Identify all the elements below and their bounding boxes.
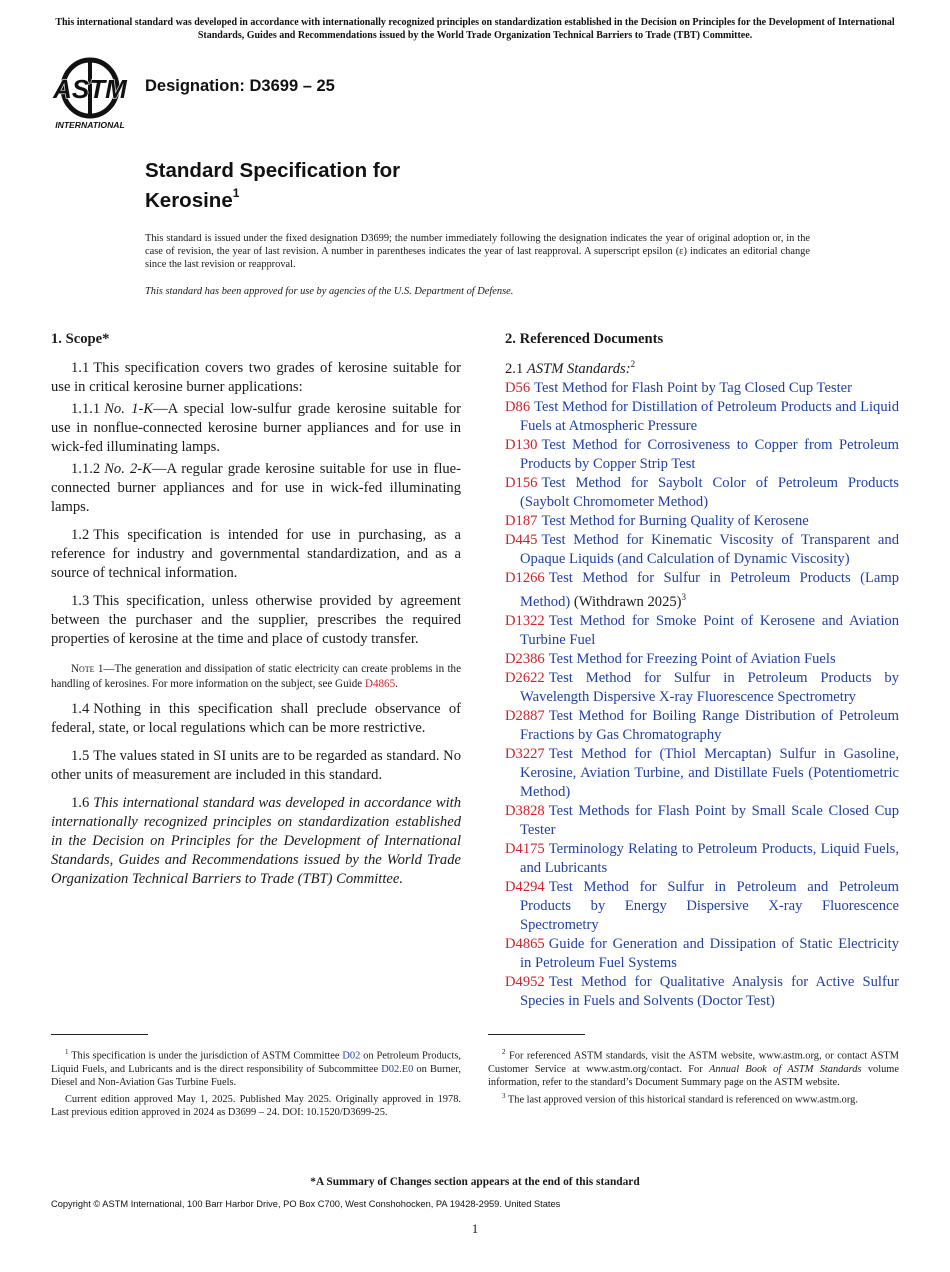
page-title	[145, 158, 400, 213]
paragraph-1-1-1: 1.1.1 No. 1-K—A special low-sulfur grade kerosine suitable for use in nonflue-connected kerosine burner appliances and for use in wick-fed illuminating lamps.	[51, 401, 461, 455]
reference-title-link[interactable]: Test Methods for Flash Point by Small Scale Closed Cup Tester	[520, 802, 899, 838]
logo-subtext: INTERNATIONAL	[55, 120, 125, 130]
reference-title-link[interactable]: Test Method for Freezing Point of Aviation Fuels	[548, 650, 836, 667]
reference-item	[505, 531, 899, 569]
reference-code-link[interactable]: D4865	[505, 935, 545, 952]
reference-title-link[interactable]: Terminology Relating to Petroleum Products, Liquid Fuels, and Lubricants	[520, 840, 899, 876]
reference-code-link[interactable]: D2622	[505, 669, 545, 686]
reference-code-link[interactable]: D1322	[505, 612, 545, 629]
footnote-link-d02[interactable]: D02	[342, 1050, 361, 1062]
reference-title-link[interactable]: Guide for Generation and Dissipation of Static Electricity in Petroleum Fuel Systems	[520, 935, 899, 971]
reference-code-link[interactable]: D445	[505, 531, 538, 548]
reference-item	[505, 379, 899, 398]
issuance-statement: This standard is issued under the fixed designation D3699; the number immediately following the designation indicates the year of original adoption or, in the case of revision, the year of last revision. A number in parentheses indicates the year of last reapproval. A superscript epsilon (ε) indicates an editorial change since the last revision or reapproval.	[145, 233, 810, 271]
title-line-2	[145, 183, 400, 213]
astm-logo-icon	[52, 54, 136, 134]
references-heading: 2. Referenced Documents	[505, 331, 664, 347]
reference-code-link[interactable]: D86	[505, 398, 531, 415]
reference-item	[505, 398, 899, 436]
reference-title-link[interactable]: Test Method for Saybolt Color of Petroleum Products (Saybolt Chromometer Method)	[520, 474, 899, 510]
reference-title-link[interactable]: Test Method for Sulfur in Petroleum Products by Wavelength Dispersive X-ray Fluorescence Spectrometry	[520, 669, 899, 705]
scope-column	[51, 330, 461, 898]
reference-item	[505, 935, 899, 973]
footnotes-right	[488, 1046, 899, 1107]
reference-item	[505, 745, 899, 802]
reference-item	[505, 840, 899, 878]
footnote-1-edition: Current edition approved May 1, 2025. Published May 2025. Originally approved in 1978. Last previous edition approved in 2024 as D3699 – 24. DOI: 10.1520/D3699-25.	[51, 1093, 461, 1119]
title-word: Kerosine	[145, 188, 233, 212]
reference-code-link[interactable]: D1266	[505, 569, 545, 586]
reference-item	[505, 669, 899, 707]
reference-title-link[interactable]: Test Method for Burning Quality of Kerosene	[541, 512, 809, 529]
paragraph-1-1: 1.1 This specification covers two grades of kerosine suitable for use in critical kerosine burner applications:	[51, 360, 461, 395]
title-line-1: Standard Specification for	[145, 159, 401, 182]
copyright: Copyright © ASTM International, 100 Barr Harbor Drive, PO Box C700, West Conshohocken, PA 19428-2959. United States	[51, 1199, 561, 1209]
reference-footnote-mark: 3	[681, 591, 687, 602]
footnote-3: $^3$ The last approved version of this historical standard is referenced on www.astm.org.	[502, 1091, 858, 1106]
reference-code-link[interactable]: D56	[505, 379, 531, 396]
page-number: 1	[471, 1221, 479, 1236]
reference-title-link[interactable]: Test Method for Sulfur in Petroleum Products (Lamp Method)	[520, 569, 899, 610]
astm-standards-subheading: 2.1 ASTM Standards:$^2$	[505, 359, 636, 377]
paragraph-1-2: 1.2 This specification is intended for use in purchasing, as a reference for industry and governmental standardization, and as a source of technical information.	[51, 527, 461, 581]
reference-code-link[interactable]: D4294	[505, 878, 545, 895]
reference-code-link[interactable]: D2887	[505, 707, 545, 724]
note-link-d4865[interactable]: D4865	[364, 678, 396, 690]
top-notice: This international standard was developed in accordance with internationally recognized principles on standardization established in the Decision on Principles for the Development of International Standards, Guides and Recommendations issued by the World Trade Organization Technical Barriers to Trade (TBT) Committee.	[55, 17, 895, 41]
footnote-link-d02-e0[interactable]: D02.E0	[381, 1063, 414, 1075]
designation: Designation: D3699 – 25	[145, 77, 335, 95]
footnote-1: $^1$ This specification is under the jurisdiction of ASTM Committee D02 on Petroleum Products, Liquid Fuels, and Lubricants and is the direct responsibility of Subcommittee D02.E0 on Burner, Diesel and Non-Aviation Gas Turbine Fuels.	[51, 1048, 461, 1089]
footnotes-left	[51, 1046, 461, 1120]
note-1: Note 1—The generation and dissipation of static electricity can create problems in the handling of kerosines. For more information on the subject, see Guide D4865.	[51, 663, 461, 690]
reference-code-link[interactable]: D3227	[505, 745, 545, 762]
scope-heading: 1. Scope*	[51, 331, 110, 347]
paragraph-1-3: 1.3 This specification, unless otherwise provided by agreement between the purchaser and the supplier, prescribes the required properties of kerosine at the time and place of custody transfer.	[51, 593, 461, 647]
reference-item	[505, 512, 899, 531]
reference-code-link[interactable]: D4952	[505, 973, 545, 990]
reference-title-link[interactable]: Test Method for (Thiol Mercaptan) Sulfur in Gasoline, Kerosine, Aviation Turbine, and Distillate Fuels (Potentiometric Method)	[520, 745, 899, 800]
reference-code-link[interactable]: D2386	[505, 650, 545, 667]
summary-of-changes-note: *A Summary of Changes section appears at the end of this standard	[310, 1176, 640, 1188]
reference-code-link[interactable]: D187	[505, 512, 538, 529]
paragraph-1-5: 1.5 The values stated in SI units are to be regarded as standard. No other units of measurement are included in this standard.	[51, 748, 461, 783]
reference-code-link[interactable]: D4175	[505, 840, 545, 857]
title-footnote-mark: 1	[232, 186, 240, 200]
reference-code-link[interactable]: D130	[505, 436, 538, 453]
reference-item	[505, 878, 899, 935]
referenced-documents-column	[505, 330, 899, 1011]
reference-title-link[interactable]: Test Method for Qualitative Analysis for Active Sulfur Species in Fuels and Solvents (Doctor Test)	[520, 973, 899, 1009]
footnote-2: $^2$ For referenced ASTM standards, visit the ASTM website, www.astm.org, or contact ASTM Customer Service at www.astm.org/contact. For Annual Book of ASTM Standards volume information, refer to the standard’s Document Summary page on the ASTM website.	[488, 1048, 899, 1089]
footnote-divider-left	[51, 1034, 148, 1035]
reference-title-link[interactable]: Test Method for Sulfur in Petroleum and Petroleum Products by Energy Dispersive X-ray Fluorescence Spectrometry	[520, 878, 899, 933]
reference-item	[505, 474, 899, 512]
reference-item	[505, 707, 899, 745]
paragraph-1-1-2: 1.1.2 No. 2-K—A regular grade kerosine suitable for use in flue-connected burner appliances and for use in wick-fed illuminating lamps.	[51, 461, 462, 515]
reference-title-link[interactable]: Test Method for Distillation of Petroleum Products and Liquid Fuels at Atmospheric Pressure	[520, 398, 899, 434]
reference-code-link[interactable]: D156	[505, 474, 538, 491]
paragraph-1-6: 1.6 This international standard was developed in accordance with internationally recognized principles on standardization established in the Decision on Principles for the Development of International Standards, Guides and Recommendations issued by the World Trade Organization Technical Barriers to Trade (TBT) Committee.	[51, 795, 461, 887]
reference-withdrawn-note: (Withdrawn 2025)	[570, 593, 682, 610]
reference-title-link[interactable]: Test Method for Flash Point by Tag Closed Cup Tester	[534, 379, 852, 396]
reference-item	[505, 973, 899, 1011]
reference-item	[505, 569, 899, 612]
dod-approval-statement: This standard has been approved for use by agencies of the U.S. Department of Defense.	[145, 286, 514, 297]
reference-list	[505, 379, 899, 1011]
reference-title-link[interactable]: Test Method for Boiling Range Distribution of Petroleum Fractions by Gas Chromatography	[520, 707, 899, 743]
footnote-divider-right	[488, 1034, 585, 1035]
reference-item	[505, 612, 899, 650]
reference-item	[505, 650, 899, 669]
reference-title-link[interactable]: Test Method for Corrosiveness to Copper from Petroleum Products by Copper Strip Test	[520, 436, 899, 472]
paragraph-1-4: 1.4 Nothing in this specification shall preclude observance of federal, state, or local regulations which can be more restrictive.	[51, 701, 461, 736]
reference-code-link[interactable]: D3828	[505, 802, 545, 819]
reference-title-link[interactable]: Test Method for Smoke Point of Kerosene and Aviation Turbine Fuel	[520, 612, 899, 648]
reference-item	[505, 802, 899, 840]
logo-text: ASTM	[53, 74, 127, 104]
reference-item	[505, 436, 899, 474]
reference-title-link[interactable]: Test Method for Kinematic Viscosity of Transparent and Opaque Liquids (and Calculation of Dynamic Viscosity)	[520, 531, 899, 567]
